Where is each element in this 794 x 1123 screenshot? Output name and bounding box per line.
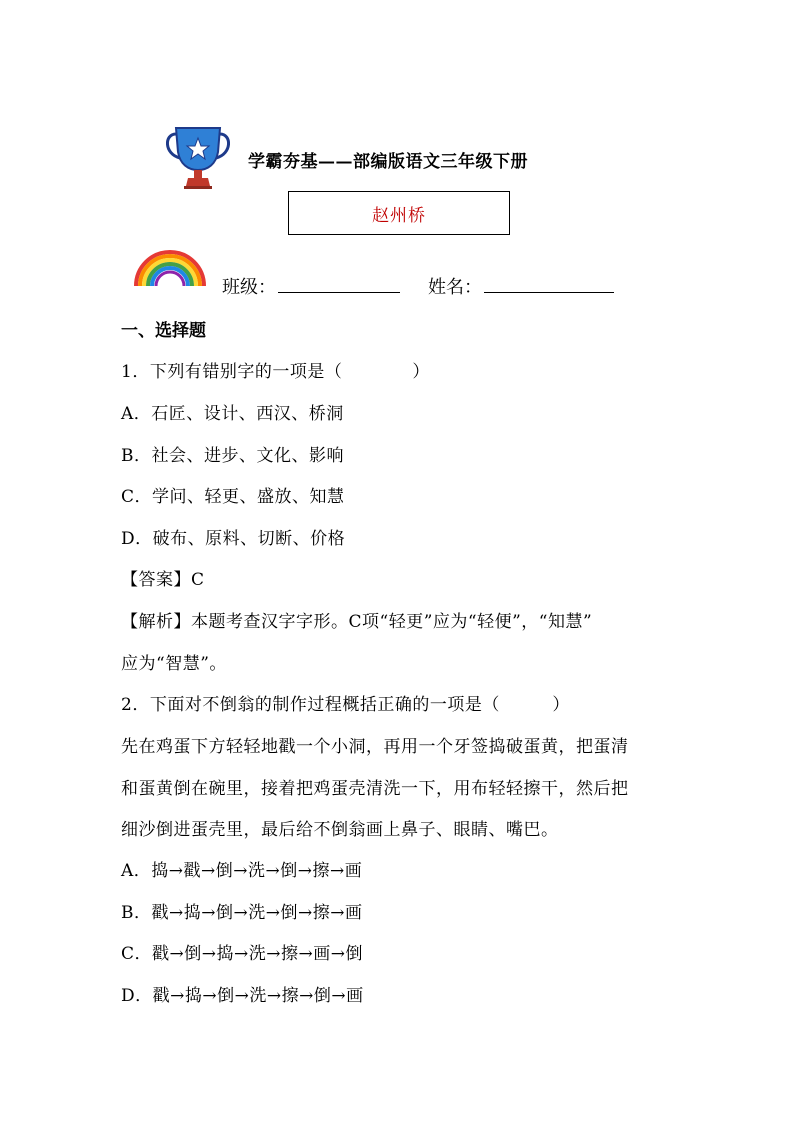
question-1-option-b: B．社会、进步、文化、影响 [121, 446, 344, 466]
lesson-title: 赵州桥 [372, 205, 426, 226]
name-label: 姓名： [428, 277, 482, 298]
question-2-option-b: B．戳→捣→倒→洗→倒→擦→画 [121, 903, 363, 923]
question-1-answer: 【答案】C [121, 570, 205, 590]
lesson-title-box [288, 191, 510, 235]
question-1-analysis: 【解析】本题考查汉字字形。C项“轻更”应为“轻便”，“知慧” [121, 612, 593, 632]
rainbow-icon [132, 244, 208, 288]
question-2-option-d: D．戳→捣→倒→洗→擦→倒→画 [121, 986, 364, 1006]
class-input-line[interactable] [278, 270, 400, 293]
question-2-passage-line: 先在鸡蛋下方轻轻地戳一个小洞，再用一个牙签捣破蛋黄，把蛋清 [121, 737, 629, 757]
question-1-analysis-cont: 应为“智慧”。 [121, 654, 227, 674]
question-1-option-d: D．破布、原料、切断、价格 [121, 529, 346, 549]
question-1-stem: 1．下列有错别字的一项是（ ） [121, 362, 430, 382]
question-2-passage-line: 细沙倒进蛋壳里，最后给不倒翁画上鼻子、眼睛、嘴巴。 [121, 820, 559, 840]
question-2-stem: 2．下面对不倒翁的制作过程概括正确的一项是（ ） [121, 695, 570, 715]
trophy-icon [162, 124, 234, 190]
question-2-option-a: A．捣→戳→倒→洗→倒→擦→画 [121, 861, 363, 881]
question-2-option-c: C．戳→倒→捣→洗→擦→画→倒 [121, 944, 363, 964]
question-2-passage-line: 和蛋黄倒在碗里，接着把鸡蛋壳清洗一下，用布轻轻擦干，然后把 [121, 779, 629, 799]
question-1-option-c: C．学问、轻更、盛放、知慧 [121, 487, 345, 507]
class-label: 班级： [222, 277, 276, 298]
name-input-line[interactable] [484, 270, 614, 293]
question-1-option-a: A．石匠、设计、西汉、桥洞 [121, 404, 344, 424]
document-title: 学霸夯基——部编版语文三年级下册 [248, 152, 528, 172]
section-title: 一、选择题 [121, 321, 206, 341]
